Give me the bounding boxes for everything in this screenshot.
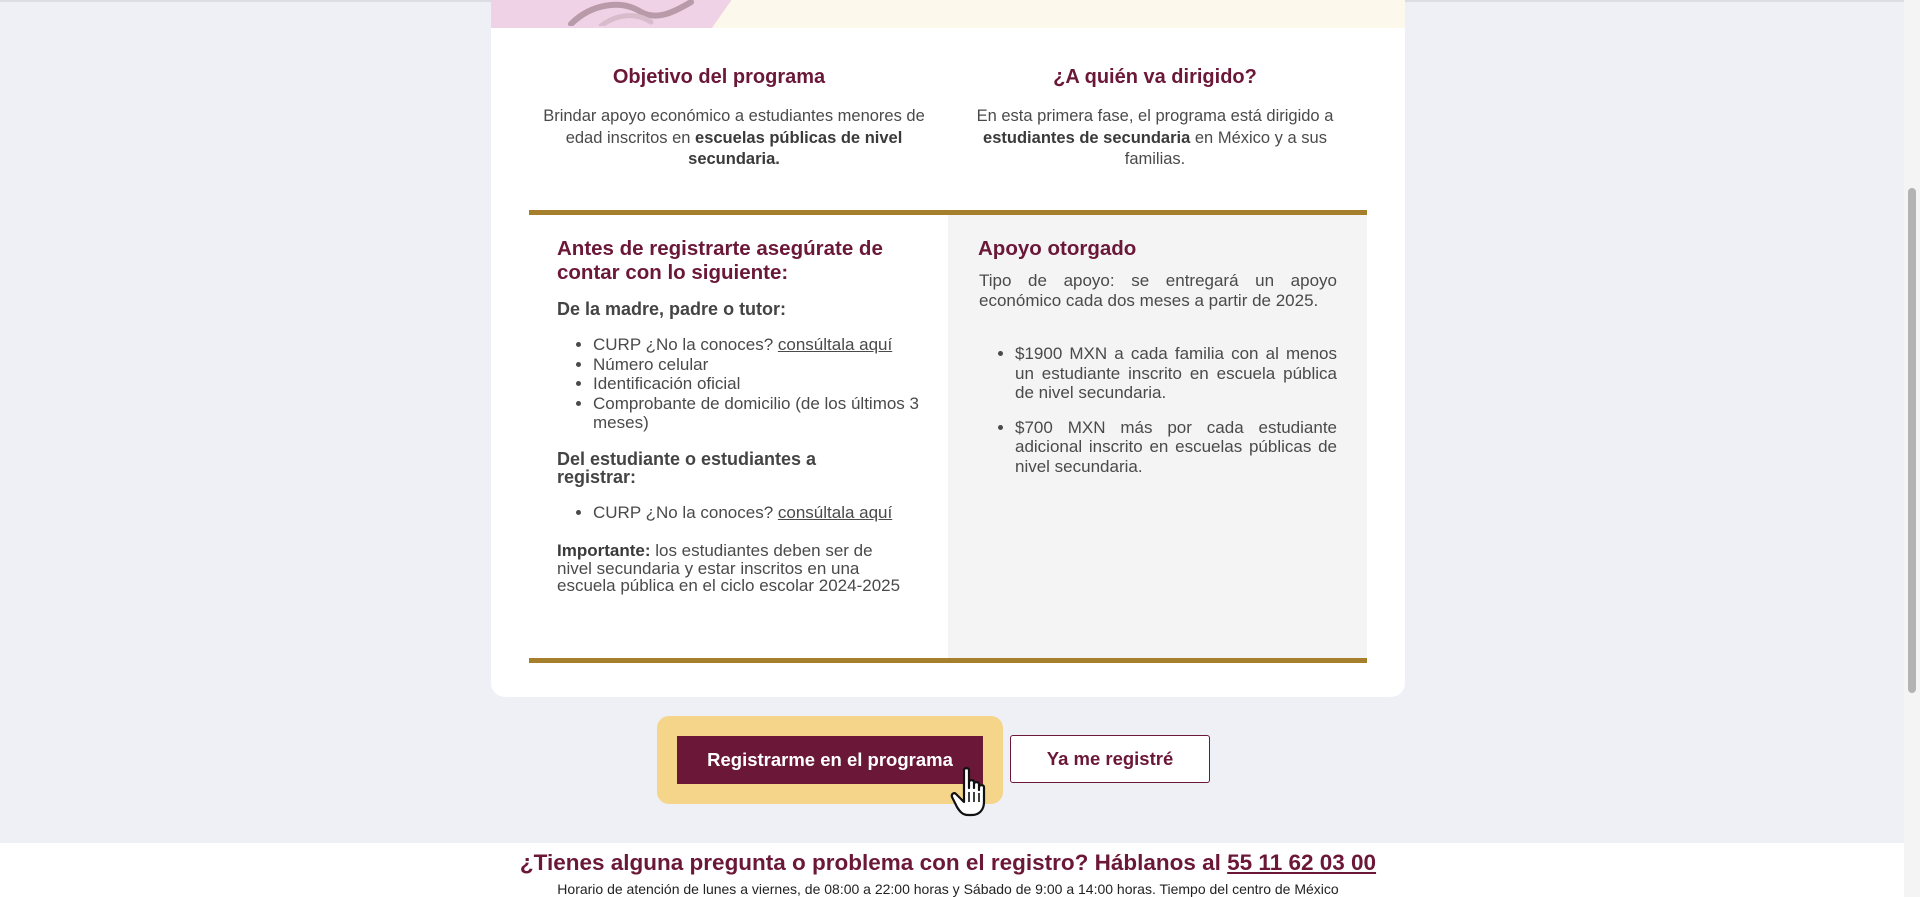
- gold-divider-bottom: [529, 658, 1367, 663]
- list-item: • Comprobante de domicilio (de los últimos 3 meses): [593, 394, 938, 433]
- register-button[interactable]: Registrarme en el programa: [677, 736, 983, 784]
- objetivo-title: Objetivo del programa: [612, 66, 826, 88]
- dirigido-title: ¿A quién va dirigido?: [1053, 66, 1257, 88]
- list-item: • $700 MXN más por cada estudiante adicional inscrito en escuelas públicas de nivel secundaria.: [1015, 418, 1337, 477]
- important-label: Importante:: [557, 541, 651, 560]
- list-item: • $1900 MXN a cada familia con al menos un estudiante inscrito en escuela pública de nivel secundaria.: [1015, 344, 1337, 403]
- curp-text: CURP ¿No la conoces?: [593, 503, 778, 522]
- hero-banner: [491, 0, 1405, 28]
- student-requirements-list: [557, 503, 938, 523]
- curp-text: CURP ¿No la conoces?: [593, 335, 778, 354]
- dirigido-text: [957, 106, 1353, 171]
- objetivo-text-bold: escuelas públicas de nivel secundaria.: [688, 128, 903, 168]
- support-intro: Tipo de apoyo: se entregará un apoyo económico cada dos meses a partir de 2025.: [979, 271, 1337, 310]
- tutor-title: De la madre, padre o tutor:: [557, 299, 787, 319]
- requirements-title: Antes de registrarte asegúrate de contar con lo siguiente:: [557, 237, 883, 284]
- list-item: [593, 503, 938, 523]
- dirigido-text-regular: En esta primera fase, el programa está dirigido a: [976, 107, 1334, 125]
- support-title: Apoyo otorgado: [978, 237, 1137, 260]
- support-panel: [948, 215, 1367, 658]
- requirements-panel: [529, 215, 948, 658]
- objetivo-text: [534, 106, 934, 171]
- tutor-requirements-list: [557, 335, 938, 433]
- objetivo-text-regular: Brindar apoyo económico a estudiantes menores de edad inscritos en: [543, 107, 925, 147]
- student-title: Del estudiante o estudiantes a registrar:: [557, 449, 817, 487]
- banner-decoration-icon: [561, 0, 701, 26]
- already-registered-button[interactable]: Ya me registré: [1010, 735, 1210, 783]
- important-note: [557, 542, 907, 595]
- help-phone-link[interactable]: 55 11 62 03 00: [1227, 850, 1377, 875]
- curp-lookup-link-student[interactable]: consúltala aquí: [777, 503, 893, 522]
- scrollbar-thumb[interactable]: [1908, 188, 1916, 693]
- list-item: • Identificación oficial: [593, 374, 938, 394]
- list-item: [593, 335, 938, 355]
- hero-banner-illustration: [491, 0, 741, 28]
- hand-pointer-icon: [950, 766, 994, 818]
- program-info-card: [491, 0, 1405, 697]
- important-text: los estudiantes deben ser de nivel secundaria y estar inscritos en una escuela pública en el ciclo escolar 2024-2025: [557, 541, 901, 595]
- help-question: [0, 850, 1896, 876]
- help-hours: Horario de atención de lunes a viernes, de 08:00 a 22:00 horas y Sábado de 9:00 a 14:00 horas. Tiempo del centro de México: [557, 881, 1339, 897]
- dirigido-text-bold: estudiantes de secundaria: [983, 128, 1191, 147]
- list-item: • Número celular: [593, 355, 938, 375]
- curp-lookup-link[interactable]: consúltala aquí: [777, 335, 893, 354]
- dirigido-text-end: en México y a sus familias.: [1124, 128, 1327, 168]
- support-list: [979, 344, 1337, 477]
- help-question-text: ¿Tienes alguna pregunta o problema con el registro? Háblanos al: [519, 850, 1228, 875]
